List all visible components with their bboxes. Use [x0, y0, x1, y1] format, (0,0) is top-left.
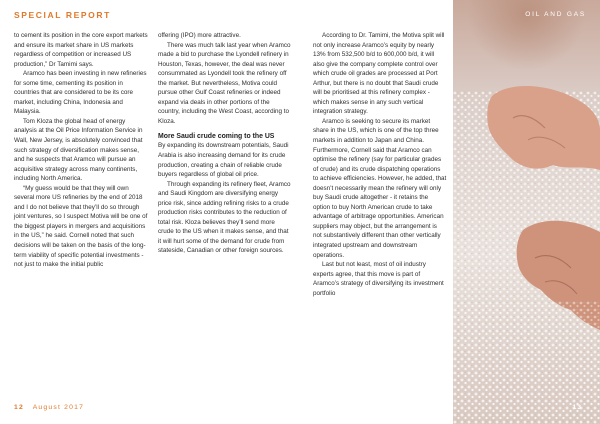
paragraph: By expanding its downstream potentials, Saudi Arabia is also increasing demand for its crude production, creating a chain of reliable crude buyers regardless of global oil price.	[158, 142, 289, 179]
paragraph: offering (IPO) more attractive.	[158, 32, 241, 39]
text-column-3	[313, 31, 447, 298]
paragraph: Aramco is seeking to secure its market share in the US, which is one of the top three markets in addition to Japan and China. Furthermore, Cornell said that Aramco can optimise the refinery (say for particular grades of crude) and its crude dispatching operations to achieve efficiencies. However, he added, that doesn’t necessarily mean the refinery will only buy Saudi crude altogether - it retains the option to buy North American crude to take advantage of arbitrage opportunities. American suppliers may object, but the arrangement is not substantively different than other vertically integrated upstream and downstream operations.	[313, 117, 447, 259]
paragraph: According to Dr. Tamimi, the Motiva split will not only increase Aramco’s equity by nearly 13% from 532,500 b/d to 600,000 b/d, it will also give the company complete control over which crude oil grades are processed at Port Arthur, but there is no doubt that Saudi crude will be prioritised at this refinery complex - which makes sense in any such vertical integration strategy.	[313, 32, 445, 116]
paragraph: “My guess would be that they will own several more US refineries by the end of 2018 and I do not believe that they’ll do so through joint ventures, so I suspect Motiva will be one of the biggest players in mergers and acquisitions in the US,” he said. Cornell noted that such decisions will be taken on the basis of the long-term viability of specific potential investments - not just to make the initial public	[14, 184, 148, 269]
footer-left	[14, 404, 84, 411]
subheading: More Saudi crude coming to the US	[158, 133, 275, 141]
page-number-right: 13	[572, 404, 582, 411]
hands-in-salt-photo	[453, 0, 600, 424]
issue-date: August 2017	[32, 404, 85, 411]
paragraph: Last but not least, most of oil industry experts agree, that this move is part of Aramco’s strategy of diversifying its investment portfolio	[313, 261, 444, 297]
page-number-left: 12	[14, 404, 24, 411]
paragraph: Aramco has been investing in new refineries for some time, cementing its position in countries that are considered to be its core market, including China, Indonesia and Malaysia.	[14, 70, 147, 116]
paragraph: to cement its position in the core export markets and ensure its market share in US markets regardless of competition or increased US production,” Dr Tamimi says.	[14, 32, 148, 68]
paragraph: Through expanding its refinery fleet, Aramco and Saudi Kingdom are diversifying energy price risk, since adding refining risks to a crude production risks contributes to the reduction of total risk. Kloza believes they’ll send more crude to the US when it makes sense, and that it will hurt some of the demand for crude from stateside, Canadian or other foreign sources.	[158, 180, 291, 255]
text-column-1	[14, 31, 148, 270]
text-column-2	[158, 31, 292, 256]
paragraph: Tom Kloza the global head of energy analysis at the Oil Price Information Service in Wall, New Jersey, is absolutely convinced that such strategy of diversification makes sense, and he suspects that Aramco will pursue an acquisitive strategy across many continents, including North America.	[14, 117, 143, 183]
topic-label: OIL AND GAS	[525, 11, 586, 18]
paragraph: There was much talk last year when Aramco made a bid to purchase the Lyondell refinery in Houston, Texas, however, the deal was never consummated as Lyondell took the refinery off the market. But nevertheless, Motiva could pursue other Gulf Coast refineries or indeed expand via deals in other portions of the country, including the West Coast, according to Kloza.	[158, 41, 291, 125]
section-title: SPECIAL REPORT	[14, 10, 111, 20]
